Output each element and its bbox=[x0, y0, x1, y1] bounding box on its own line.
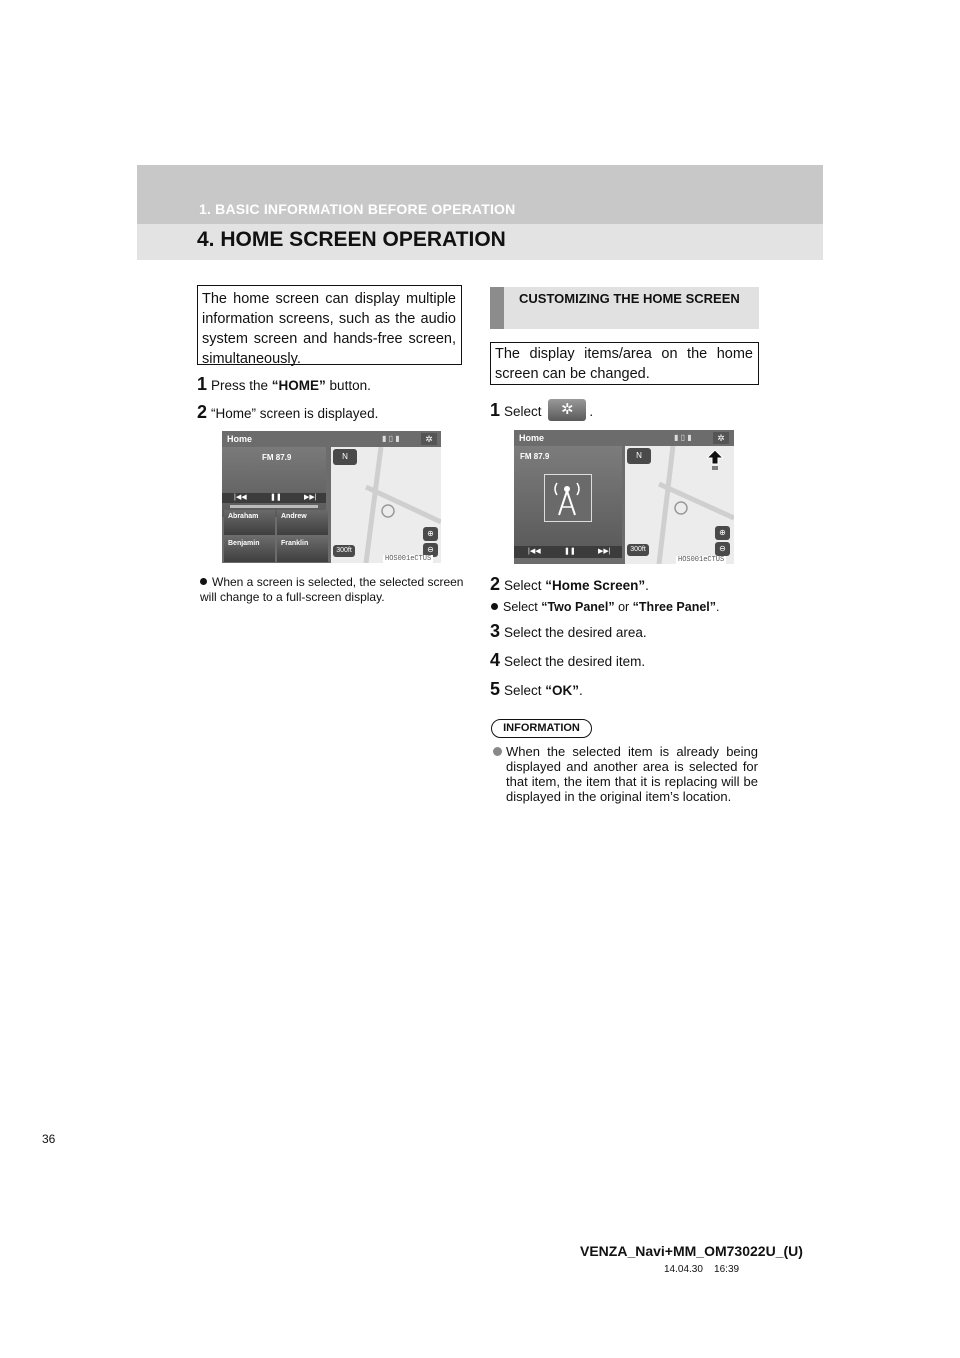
gear-icon: ✲ bbox=[548, 399, 586, 421]
progress-bar bbox=[230, 505, 318, 508]
image-caption: HOS001eCTUS bbox=[678, 556, 725, 564]
audio-controls[interactable] bbox=[514, 546, 622, 558]
page-number: 36 bbox=[42, 1132, 56, 1146]
gear-icon[interactable]: ✲ bbox=[713, 432, 729, 444]
left-bullet: When a screen is selected, the selected screen will change to a full-screen display. bbox=[200, 575, 464, 604]
scale-label: 300ft bbox=[333, 545, 355, 557]
section-heading: 1. BASIC INFORMATION BEFORE OPERATION bbox=[199, 201, 516, 217]
audio-panel[interactable] bbox=[514, 446, 622, 546]
right-step-4: 4 Select the desired item. bbox=[490, 650, 646, 670]
status-icons: ▮ ▯ ▮ bbox=[674, 433, 692, 442]
zoom-in-icon[interactable]: ⊕ bbox=[423, 527, 438, 541]
contact-tile[interactable]: Benjamin bbox=[224, 537, 275, 562]
audio-controls[interactable] bbox=[222, 493, 326, 503]
arrow-up-icon bbox=[707, 450, 723, 470]
pause-icon[interactable]: ❚❚ bbox=[270, 494, 282, 501]
status-icons: ▮ ▯ ▮ bbox=[382, 434, 400, 443]
compass-button[interactable]: N bbox=[333, 449, 357, 465]
bullet-icon bbox=[491, 603, 498, 610]
customize-heading-bar bbox=[490, 287, 504, 329]
timestamp: 14.04.30 16:39 bbox=[664, 1264, 740, 1275]
contact-tile[interactable]: Andrew bbox=[277, 510, 328, 535]
next-icon[interactable]: ▶▶| bbox=[598, 548, 611, 555]
screen-title: Home bbox=[227, 434, 253, 444]
pause-icon[interactable]: ❚❚ bbox=[564, 548, 576, 555]
information-text: When the selected item is already being displayed and another area is selected for that item, the item that it is replacing will be displayed in the original item’s location. bbox=[493, 744, 758, 804]
customize-heading: CUSTOMIZING THE HOME SCREEN bbox=[519, 291, 740, 306]
gear-icon[interactable]: ✲ bbox=[421, 433, 437, 445]
prev-icon[interactable]: |◀◀ bbox=[528, 548, 541, 555]
compass-button[interactable]: N bbox=[627, 448, 651, 464]
left-step-2: 2 “Home” screen is displayed. bbox=[197, 402, 379, 422]
image-caption: HOS001eCTUS bbox=[385, 555, 432, 563]
bullet-icon bbox=[200, 578, 207, 585]
right-step-2: 2 Select “Home Screen”. bbox=[490, 574, 649, 594]
document-id: VENZA_Navi+MM_OM73022U_(U) bbox=[580, 1243, 803, 1259]
left-step-1: 1 Press the “HOME” button. bbox=[197, 374, 371, 394]
zoom-out-icon[interactable]: ⊖ bbox=[715, 542, 730, 556]
station-label: FM 87.9 bbox=[520, 452, 550, 461]
home-screen-image-right bbox=[514, 430, 734, 564]
prev-icon[interactable]: |◀◀ bbox=[234, 494, 247, 501]
radio-antenna-icon bbox=[544, 474, 592, 522]
customize-desc-box: The display items/area on the home screen can be changed. bbox=[490, 342, 759, 385]
right-step-5: 5 Select “OK”. bbox=[490, 679, 583, 699]
audio-panel[interactable] bbox=[222, 447, 326, 517]
scale-label: 300ft bbox=[627, 544, 649, 556]
page-title: 4. HOME SCREEN OPERATION bbox=[197, 228, 506, 251]
information-badge: INFORMATION bbox=[491, 719, 592, 738]
right-step-1: 1 Select ✲ . bbox=[490, 400, 594, 420]
right-step-3: 3 Select the desired area. bbox=[490, 621, 647, 641]
map-panel[interactable] bbox=[331, 447, 441, 563]
zoom-out-icon[interactable]: ⊖ bbox=[423, 543, 438, 557]
home-screen-image-left bbox=[222, 431, 441, 563]
station-label: FM 87.9 bbox=[262, 453, 292, 462]
contact-tile[interactable]: Franklin bbox=[277, 537, 328, 562]
right-bullet: Select “Two Panel” or “Three Panel”. bbox=[491, 600, 720, 615]
contact-tile[interactable]: Abraham bbox=[224, 510, 275, 535]
screen-title: Home bbox=[519, 433, 545, 443]
intro-box: The home screen can display multiple information screens, such as the audio system screen and hands-free screen, simultaneously. bbox=[197, 285, 462, 365]
zoom-in-icon[interactable]: ⊕ bbox=[715, 526, 730, 540]
info-bullet-icon bbox=[493, 747, 502, 756]
next-icon[interactable]: ▶▶| bbox=[304, 494, 317, 501]
